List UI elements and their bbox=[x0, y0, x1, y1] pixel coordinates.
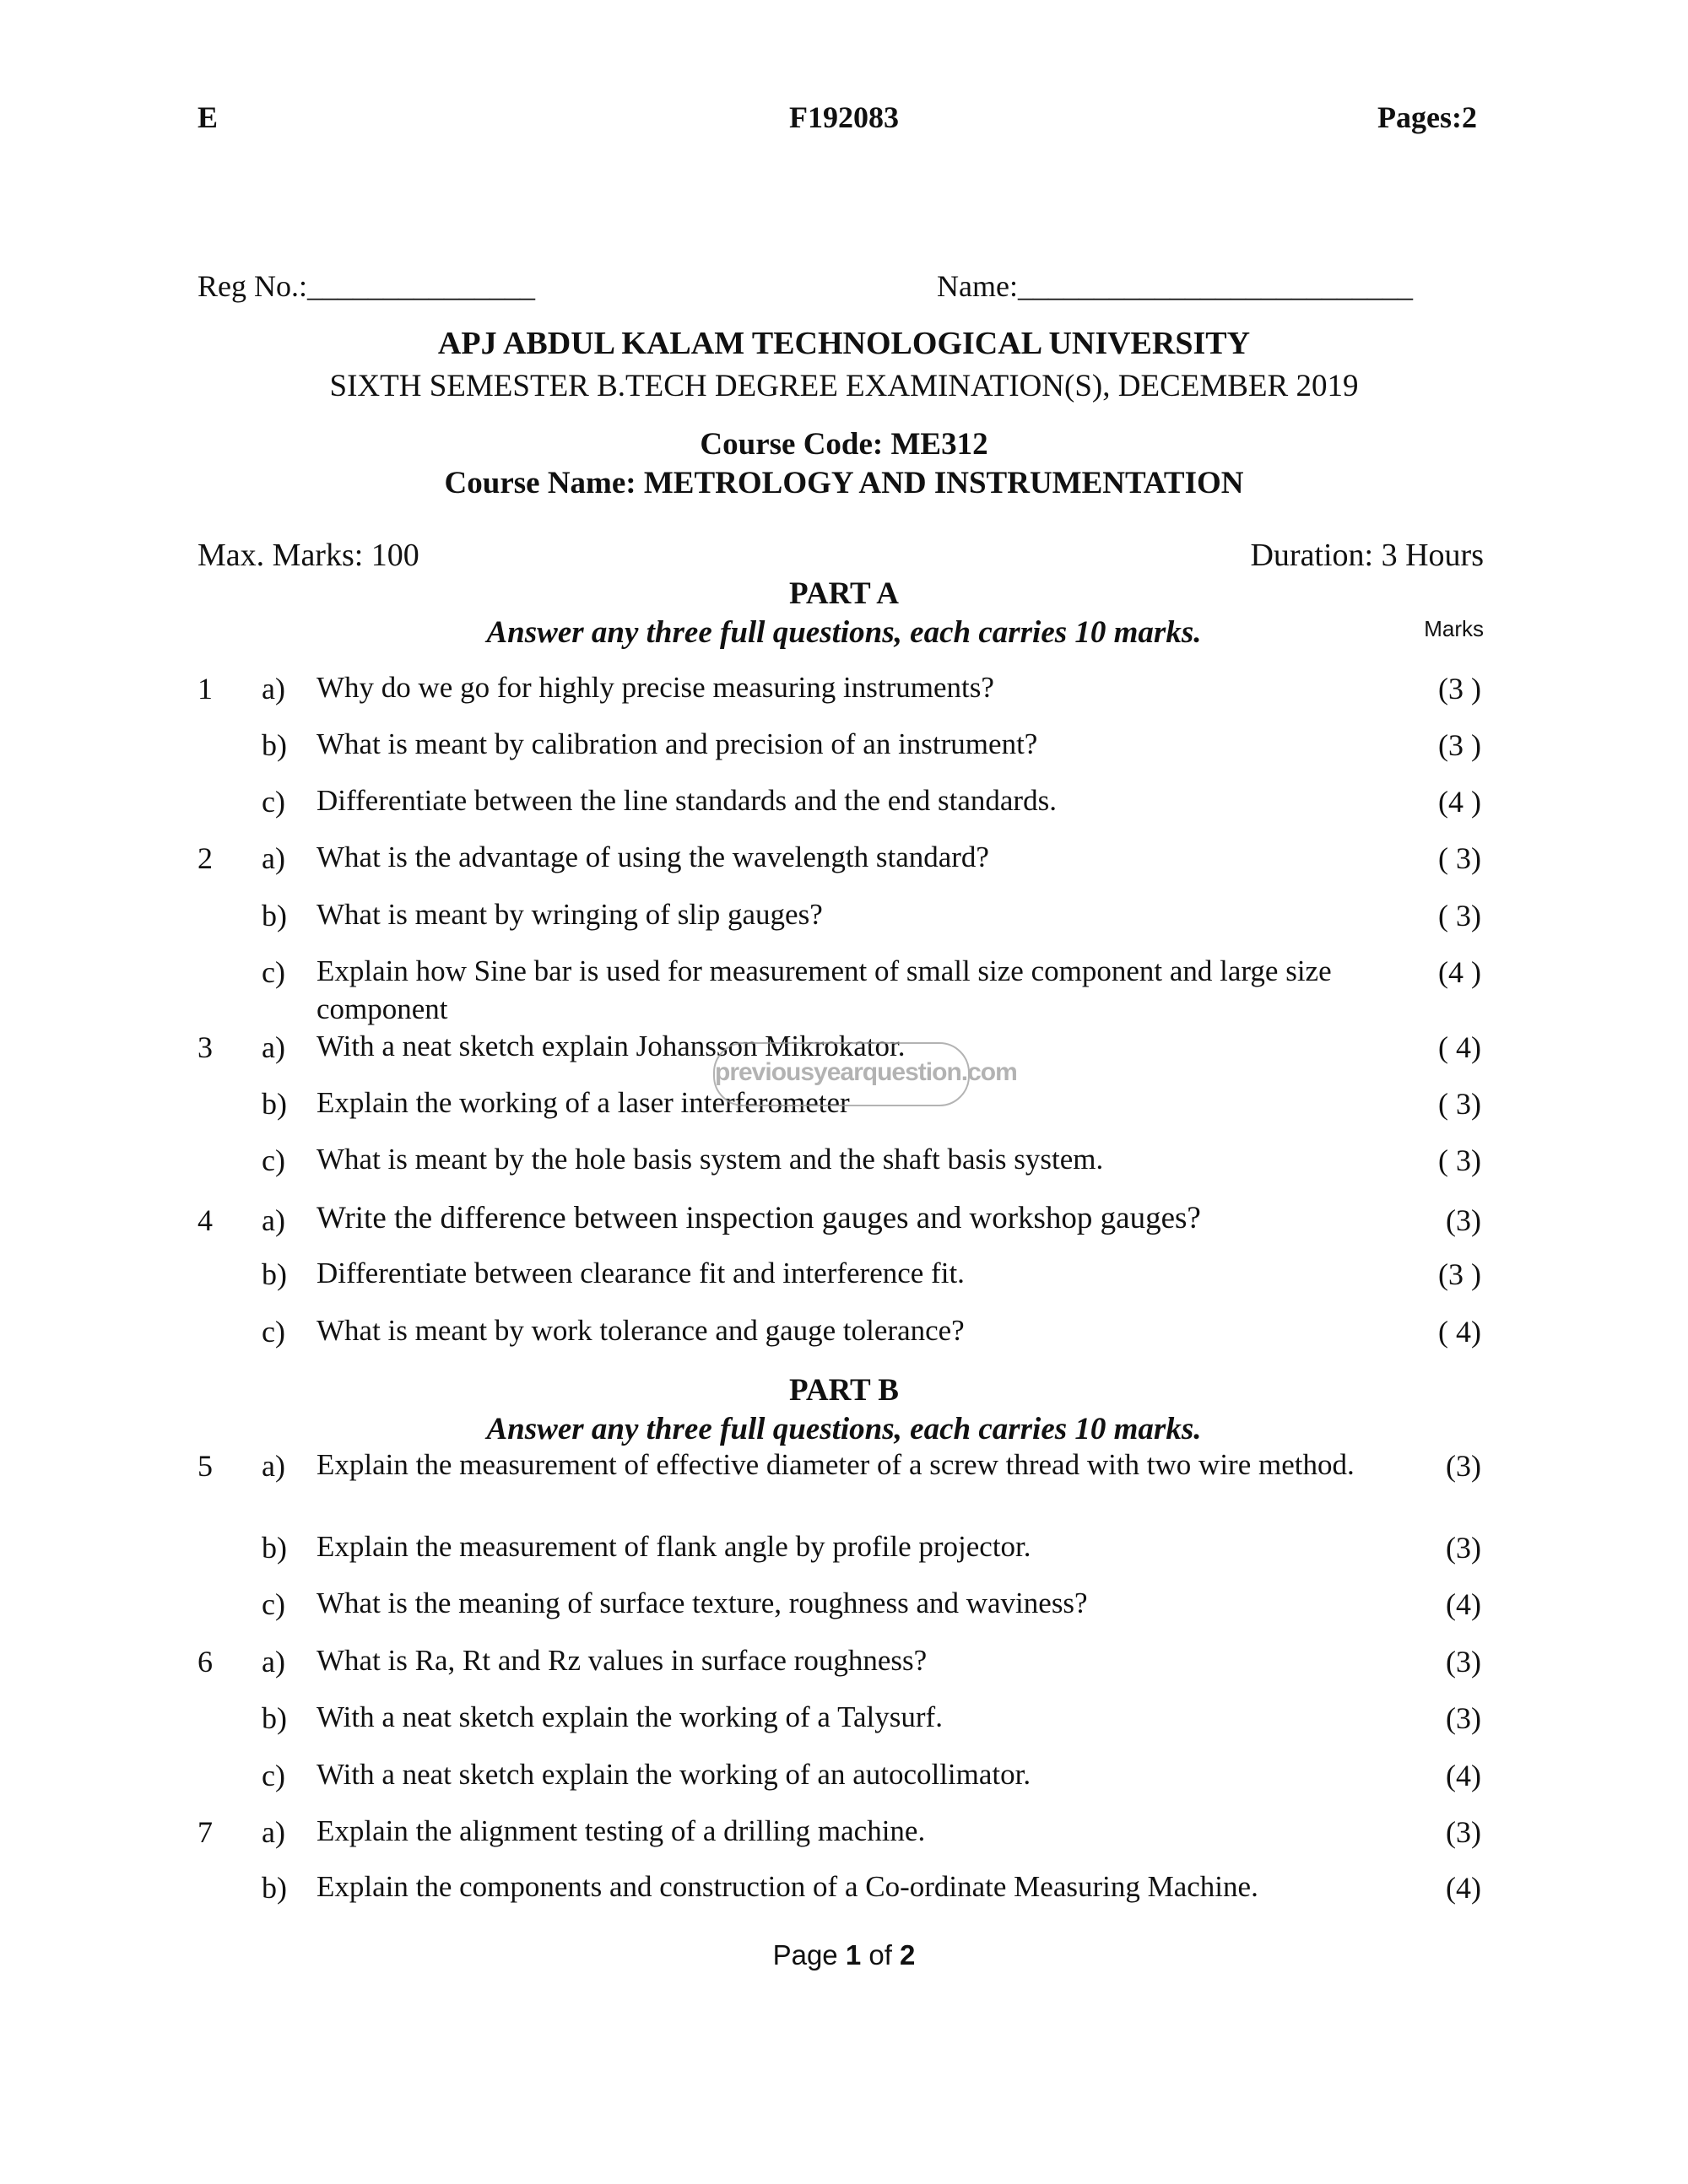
question-marks: (3) bbox=[1446, 1203, 1481, 1237]
reg-no-field: Reg No.:_______________ bbox=[197, 269, 535, 303]
question-text: Explain the measurement of effective diameter of a screw thread with two wire method. bbox=[316, 1448, 1355, 1481]
question-text: Explain the measurement of flank angle by profile projector. bbox=[316, 1530, 1031, 1563]
question-text: What is Ra, Rt and Rz values in surface roughness? bbox=[316, 1644, 928, 1677]
watermark-logo: previousyearquestion.com bbox=[713, 1042, 970, 1106]
question-text: Write the difference between inspection gauges and workshop gauges? bbox=[316, 1201, 1201, 1235]
question-marks: (3) bbox=[1446, 1815, 1481, 1849]
question-marks: ( 3) bbox=[1438, 1143, 1481, 1177]
question-marks: (3 ) bbox=[1438, 1257, 1481, 1291]
question-text: Explain the working of a laser interferometer bbox=[316, 1086, 850, 1119]
question-text: Explain how Sine bar is used for measurement of small size component and large size component bbox=[316, 954, 1332, 1025]
question-text: Explain the alignment testing of a drilling machine. bbox=[316, 1814, 926, 1847]
part-b-title: PART B bbox=[789, 1373, 899, 1408]
question-marks: (4) bbox=[1446, 1871, 1481, 1905]
question-marks: ( 4) bbox=[1438, 1315, 1481, 1349]
max-marks: Max. Marks: 100 bbox=[197, 538, 419, 573]
sub-question-letter: c) bbox=[262, 1315, 285, 1349]
sub-question-letter: a) bbox=[262, 1449, 285, 1483]
question-marks: ( 3) bbox=[1438, 1087, 1481, 1121]
question-text: What is meant by work tolerance and gauge tolerance? bbox=[316, 1314, 965, 1347]
question-text: What is meant by the hole basis system and the shaft basis system. bbox=[316, 1143, 1104, 1176]
question-number: 4 bbox=[197, 1203, 213, 1237]
question-marks: (4 ) bbox=[1438, 785, 1481, 819]
question-marks: (4) bbox=[1446, 1759, 1481, 1792]
question-number: 2 bbox=[197, 841, 213, 875]
sub-question-letter: b) bbox=[262, 728, 287, 762]
question-number: 6 bbox=[197, 1645, 213, 1679]
paper-set-letter: E bbox=[197, 100, 219, 134]
question-number: 5 bbox=[197, 1449, 213, 1483]
sub-question-letter: b) bbox=[262, 1871, 287, 1905]
question-text: What is the meaning of surface texture, roughness and waviness? bbox=[316, 1587, 1088, 1619]
sub-question-letter: a) bbox=[262, 841, 285, 875]
question-marks: (3) bbox=[1446, 1531, 1481, 1565]
sub-question-letter: a) bbox=[262, 672, 285, 705]
question-text: Why do we go for highly precise measuring instruments? bbox=[316, 671, 994, 704]
marks-column-label: Marks bbox=[1424, 616, 1484, 641]
page-footer-current: 1 bbox=[845, 1939, 862, 1970]
part-b-instruction: Answer any three full questions, each carries 10 marks. bbox=[486, 1412, 1202, 1446]
duration: Duration: 3 Hours bbox=[1250, 538, 1484, 573]
question-text: With a neat sketch explain the working of an autocollimator. bbox=[316, 1758, 1031, 1791]
question-marks: ( 3) bbox=[1438, 841, 1481, 875]
name-field: Name:__________________________ bbox=[937, 269, 1413, 303]
question-number: 3 bbox=[197, 1030, 213, 1064]
question-text: What is meant by calibration and precision of an instrument? bbox=[316, 727, 1038, 760]
sub-question-letter: b) bbox=[262, 1531, 287, 1565]
question-marks: (3 ) bbox=[1438, 672, 1481, 705]
page-footer-total: 2 bbox=[900, 1939, 916, 1970]
question-marks: ( 4) bbox=[1438, 1030, 1481, 1064]
question-text: Differentiate between clearance fit and interference fit. bbox=[316, 1257, 965, 1289]
question-marks: (4) bbox=[1446, 1587, 1481, 1621]
question-marks: (3) bbox=[1446, 1645, 1481, 1679]
question-marks: (4 ) bbox=[1438, 955, 1481, 989]
page-count: Pages:2 bbox=[1377, 100, 1477, 134]
sub-question-letter: b) bbox=[262, 1701, 287, 1735]
sub-question-letter: c) bbox=[262, 785, 285, 819]
sub-question-letter: c) bbox=[262, 955, 285, 989]
question-marks: (3 ) bbox=[1438, 728, 1481, 762]
question-marks: ( 3) bbox=[1438, 899, 1481, 933]
sub-question-letter: b) bbox=[262, 1087, 287, 1121]
question-number: 1 bbox=[197, 672, 213, 705]
sub-question-letter: a) bbox=[262, 1815, 285, 1849]
question-text: With a neat sketch explain Johansson Mikrokator. bbox=[316, 1030, 906, 1062]
exam-title: SIXTH SEMESTER B.TECH DEGREE EXAMINATION(S), DECEMBER 2019 bbox=[329, 369, 1359, 403]
question-text: What is meant by wringing of slip gauges? bbox=[316, 898, 823, 931]
sub-question-letter: b) bbox=[262, 899, 287, 933]
question-text: What is the advantage of using the wavelength standard? bbox=[316, 841, 989, 873]
university-title: APJ ABDUL KALAM TECHNOLOGICAL UNIVERSITY bbox=[437, 326, 1251, 361]
sub-question-letter: a) bbox=[262, 1203, 285, 1237]
sub-question-letter: a) bbox=[262, 1645, 285, 1679]
question-marks: (3) bbox=[1446, 1449, 1481, 1483]
sub-question-letter: c) bbox=[262, 1759, 285, 1792]
course-name: Course Name: METROLOGY AND INSTRUMENTATION bbox=[444, 466, 1244, 500]
question-number: 7 bbox=[197, 1815, 213, 1849]
sub-question-letter: b) bbox=[262, 1257, 287, 1291]
question-text: Explain the components and construction of a Co-ordinate Measuring Machine. bbox=[316, 1870, 1258, 1903]
page-footer-prefix: Page bbox=[772, 1939, 846, 1970]
sub-question-letter: c) bbox=[262, 1143, 285, 1177]
part-a-title: PART A bbox=[789, 576, 899, 611]
sub-question-letter: c) bbox=[262, 1587, 285, 1621]
page-footer bbox=[0, 1939, 1688, 1971]
question-marks: (3) bbox=[1446, 1701, 1481, 1735]
page-footer-of: of bbox=[861, 1939, 901, 1970]
part-a-instruction: Answer any three full questions, each carries 10 marks. bbox=[486, 615, 1202, 650]
question-text: Differentiate between the line standards and the end standards. bbox=[316, 784, 1057, 817]
sub-question-letter: a) bbox=[262, 1030, 285, 1064]
question-text: With a neat sketch explain the working of a Talysurf. bbox=[316, 1700, 943, 1733]
course-code: Course Code: ME312 bbox=[700, 427, 988, 462]
paper-code: F192083 bbox=[789, 100, 899, 134]
